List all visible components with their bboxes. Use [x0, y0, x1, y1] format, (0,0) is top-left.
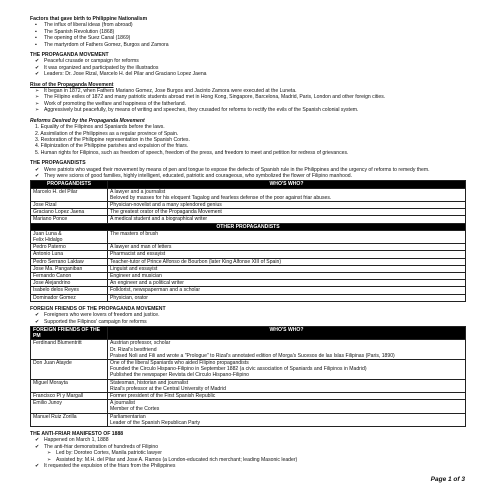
list-item-text: The Filipino exiles of 1872 and many patriotic students abroad met in Hong Kong, Singapore, Barcelona, Madrid, Paris, London and other foreign cities.	[44, 94, 386, 101]
foreign-friends-table	[30, 326, 466, 427]
checkmark-icon: ✔	[35, 437, 40, 444]
reform-item: 3. Restoration of the Philippine representation in the Spanish Cortes.	[35, 136, 190, 143]
name-cell: Pedro Serrano Laktaw	[31, 258, 108, 265]
rise-list	[30, 88, 466, 114]
name-cell: Miguel Morayta	[31, 379, 108, 392]
description-cell: Linguist and essayist	[108, 265, 466, 272]
list-item-text: Assisted by: M.H. del Pilar and Jose A. Ramos (a London-educated rich merchant; leading Masonic leader)	[56, 456, 298, 463]
propagandists-list	[30, 167, 466, 180]
factors-list	[30, 22, 466, 48]
manifesto-list	[30, 437, 466, 469]
table-row	[31, 201, 466, 208]
description-cell: Parliamentarian Leader of the Spanish Republican Party	[108, 413, 466, 426]
factors-heading: Factors that gave birth to Philippine Nationalism	[30, 16, 148, 22]
checkmark-icon: ✔	[35, 463, 40, 470]
description-cell: A lawyer and a journalist Beloved by masses for his eloquent Tagalog and fearless defense of the poor against friar abuses.	[108, 188, 466, 201]
description-cell: Engineer and musician	[108, 272, 466, 279]
table-row	[31, 258, 466, 265]
list-item-text: Work of promoting the welfare and happiness of the fatherland.	[44, 100, 187, 107]
list-item-text: Peaceful crusade or campaign for reforms	[44, 58, 139, 65]
description-cell: One of the liberal Spaniards who aided Filipino propagandists Founded the Circulo Hispano-Filipino in September 1882 (a civic association of Spaniards and Filipinos in Madrid) Published the newspaper Revista del Circulo Hispano-Filipino	[108, 360, 466, 380]
name-cell: Marcelo H. del Pilar	[31, 188, 108, 201]
checkmark-icon: ✔	[35, 443, 40, 450]
description-cell: An engineer and a political writer	[108, 280, 466, 287]
name-cell: Antonio Luna	[31, 251, 108, 258]
list-item-text: The opening of the Suez Canal (1869)	[44, 35, 131, 42]
list-item-text: Led by: Doroteo Cortes, Manila patriotic lawyer	[56, 450, 162, 457]
table-header-whos-who: WHO'S WHO?	[108, 181, 466, 188]
table-row	[31, 393, 466, 400]
checkmark-icon: ✔	[35, 172, 40, 179]
name-cell: Francisco Pi y Margall	[31, 393, 108, 400]
list-item	[30, 107, 466, 113]
list-item-text: The influx of liberal ideas (from abroad)	[44, 22, 133, 29]
description-cell: Statesman, historian and journalist Rizal's professor at the Central University of Madrid	[108, 379, 466, 392]
table-row	[31, 244, 466, 251]
list-item-text: The Spanish Revolution (1868)	[44, 28, 115, 35]
friends-heading: FOREIGN FRIENDS OF THE PROPAGANDA MOVEMENT	[30, 305, 166, 312]
table-row	[31, 280, 466, 287]
list-item	[30, 463, 466, 469]
name-cell: Jose Ma. Panganiban	[31, 265, 108, 272]
square-bullet-icon: ▪	[35, 28, 37, 35]
list-item-text: It requested the expulsion of the friars from the Philippines	[44, 463, 176, 470]
table-row	[31, 287, 466, 294]
name-cell: Fernando Canon	[31, 272, 108, 279]
name-cell: Manuel Ruiz Zorilla	[31, 413, 108, 426]
table-row	[31, 230, 466, 243]
square-bullet-icon: ▪	[35, 35, 37, 42]
reform-item: 4. Filipinization of the Philippine parishes and expulsion of the friars.	[35, 143, 189, 150]
checkmark-icon: ✔	[35, 166, 40, 173]
description-cell: Folklorist, newspaperman and a scholar	[108, 287, 466, 294]
description-cell: Teacher-tutor of Prince Alfonso de Bourbon (later King Alfonse XIII of Spain)	[108, 258, 466, 265]
propagandists-heading: THE PROPAGANDISTS	[30, 160, 86, 167]
name-cell: Mariano Ponce	[31, 216, 108, 223]
reforms-heading: Reforms Desired by the Propaganda Movement	[30, 117, 145, 124]
manifesto-heading: THE ANTI-FRIAR MANIFESTO OF 1888	[30, 431, 124, 438]
table-row	[31, 188, 466, 201]
name-cell: Emilio Junoy	[31, 400, 108, 413]
name-cell: Pedro Paterno	[31, 244, 108, 251]
list-item-text: Were patriots who waged their movement by means of pen and tongue to expose the defects of Spanish rule in the Philippines and the urgency of reforms to remedy them.	[44, 166, 430, 173]
name-cell: Juan Luna & Felix Hidalgo	[31, 230, 108, 243]
table-row	[31, 413, 466, 426]
description-cell: Austrian professor, scholar Dr. Rizal's bestfriend Praised Noli and Fili and wrote a "Prologue" to Rizal's annotated edition of Morga's Sucesos de las Islas Filipinas (Paris, 1890)	[108, 340, 466, 360]
checkmark-icon: ✔	[35, 318, 40, 325]
reforms-list	[30, 124, 466, 156]
list-item-text: Foreigners who were lovers of freedom and justice.	[44, 312, 160, 319]
description-cell: Physician, orator	[108, 294, 466, 301]
arrow-bullet-icon: ➢	[47, 450, 52, 457]
table-row	[31, 340, 466, 360]
square-bullet-icon: ▪	[35, 22, 37, 29]
description-cell: A medical student and a biographical writer	[108, 216, 466, 223]
square-bullet-icon: ▪	[35, 41, 37, 48]
propagandists-table	[30, 180, 466, 301]
description-cell: Pharmacist and essayist	[108, 251, 466, 258]
table-header-propagandists: PROPAGANDISTS	[31, 181, 108, 188]
list-item	[30, 71, 466, 77]
name-cell: Graciano Lopez Jaena	[31, 209, 108, 216]
name-cell: Dominador Gomez	[31, 294, 108, 301]
list-item-text: The martyrdom of Fathers Gomez, Burgos and Zamora	[44, 41, 169, 48]
arrow-bullet-icon: ➢	[35, 88, 40, 95]
table-row	[31, 360, 466, 380]
list-item-text: Happened on March 1, 1888	[44, 437, 109, 444]
table-row	[31, 216, 466, 223]
table-row	[31, 379, 466, 392]
reform-item: 5. Human rights for Filipinos, such as freedom of speech, freedom of the press, and freedom to meet and petition for redress of grievances.	[35, 149, 349, 156]
list-item-text: It began in 1872, when Fathers Mariano Gomez, Jose Burgos and Jacinto Zamora were executed at the Luneta.	[44, 88, 297, 95]
description-cell: A lawyer and man of letters	[108, 244, 466, 251]
list-item-text: Aggressively but peacefully, by means of writing and speeches, they crusaded for reforms to rectify the evils of the Spanish colonial system.	[44, 107, 359, 114]
description-cell: The greatest orator of the Propaganda Movement	[108, 209, 466, 216]
list-item-text: They were scions of good families, highly intelligent, educated, patriotic and courageous, who symbolized the flower of Filipino manhood.	[44, 172, 353, 179]
description-cell: A journalist Member of the Cortes	[108, 400, 466, 413]
table-row	[31, 209, 466, 216]
friends-list	[30, 312, 466, 325]
movement-heading: THE PROPAGANDA MOVEMENT	[30, 52, 109, 59]
reform-item: 1. Equality of the Filipinos and Spaniards before the laws.	[35, 124, 165, 131]
name-cell: Jose Rizal	[31, 201, 108, 208]
reform-item: 2. Assimilation of the Philippines as a regular province of Spain.	[35, 130, 179, 137]
arrow-bullet-icon: ➢	[35, 107, 40, 114]
table-row	[31, 265, 466, 272]
list-item	[30, 42, 466, 48]
checkmark-icon: ✔	[35, 64, 40, 71]
description-cell: The masters of brush	[108, 230, 466, 243]
arrow-bullet-icon: ➢	[47, 456, 52, 463]
description-cell: Physician-novelist and a many splendored genius	[108, 201, 466, 208]
checkmark-icon: ✔	[35, 58, 40, 65]
name-cell: Isabelo delos Reyes	[31, 287, 108, 294]
table-header-whos-who: WHO'S WHO?	[108, 327, 466, 340]
movement-list	[30, 58, 466, 77]
page-number: Page 1 of 3	[430, 476, 465, 483]
table-row	[31, 251, 466, 258]
list-item	[30, 319, 466, 325]
arrow-bullet-icon: ➢	[35, 94, 40, 101]
table-row	[31, 294, 466, 301]
name-cell: Don Juan Atayde	[31, 360, 108, 380]
document-page	[30, 16, 466, 470]
checkmark-icon: ✔	[35, 71, 40, 78]
list-item-text: Supported the Filipinos' campaign for reforms	[44, 318, 147, 325]
table-row	[31, 400, 466, 413]
table-row	[31, 272, 466, 279]
checkmark-icon: ✔	[35, 312, 40, 319]
name-cell: Ferdinand Blumentritt	[31, 340, 108, 360]
list-item-text: Leaders: Dr. Jose Rizal, Marcelo H. del Pilar and Graciano Lopez Jaena	[44, 71, 207, 78]
table-header-foreign-friends: FOREIGN FRIENDS OF THE PM	[31, 327, 108, 340]
list-item-text: It was organized and participated by the illustrados	[44, 64, 159, 71]
description-cell: Former president of the First Spanish Republic	[108, 393, 466, 400]
arrow-bullet-icon: ➢	[35, 100, 40, 107]
rise-heading: Rise of the Propaganda Movement	[30, 81, 114, 88]
list-item	[30, 173, 466, 179]
table-subheader-other-propagandists: OTHER PROPAGANDISTS	[31, 223, 466, 230]
name-cell: Jose Alejandrino	[31, 280, 108, 287]
list-item-text: The anti-friar demonstration of hundreds of Filipino	[44, 443, 159, 450]
